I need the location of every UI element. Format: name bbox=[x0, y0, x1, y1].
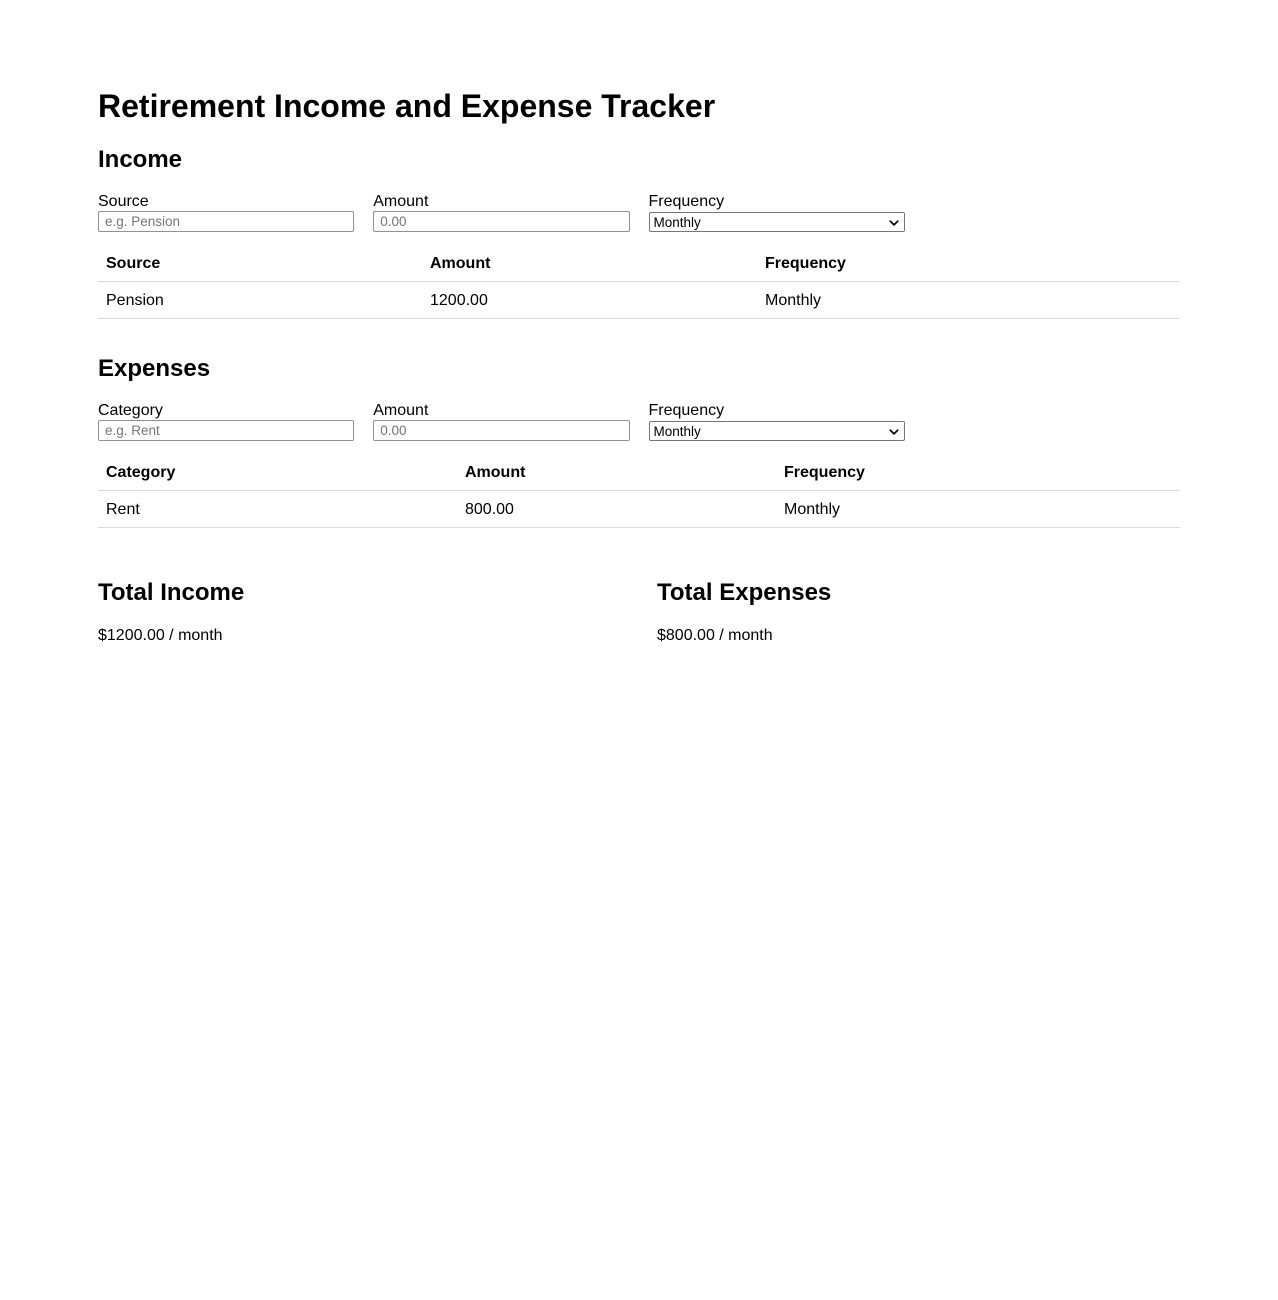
expense-row-frequency: Monthly bbox=[776, 491, 1180, 528]
total-expenses-block bbox=[657, 579, 1180, 645]
income-amount-input[interactable] bbox=[373, 211, 629, 232]
expenses-table-header-row bbox=[98, 458, 1180, 491]
expense-amount-input[interactable] bbox=[373, 420, 629, 441]
income-table-header-row bbox=[98, 249, 1180, 282]
income-table bbox=[98, 249, 1180, 319]
income-amount-label: Amount bbox=[373, 193, 429, 210]
expense-frequency-field bbox=[649, 401, 905, 441]
total-income-block bbox=[98, 579, 621, 645]
total-income-value: $1200.00 / month bbox=[98, 627, 223, 644]
income-source-field bbox=[98, 192, 354, 232]
income-table-header-frequency: Frequency bbox=[757, 249, 1180, 282]
expense-frequency-select-wrap bbox=[649, 420, 905, 441]
income-table-row bbox=[98, 282, 1180, 319]
expense-category-input[interactable] bbox=[98, 420, 354, 441]
income-frequency-select[interactable] bbox=[649, 212, 905, 232]
expenses-table bbox=[98, 458, 1180, 528]
expense-row-category: Rent bbox=[98, 491, 457, 528]
expense-row-amount: 800.00 bbox=[457, 491, 776, 528]
income-table-header-source: Source bbox=[98, 249, 422, 282]
expense-category-field bbox=[98, 401, 354, 441]
total-expenses-value: $800.00 / month bbox=[657, 627, 773, 644]
income-row-amount: 1200.00 bbox=[422, 282, 757, 319]
income-source-input[interactable] bbox=[98, 211, 354, 232]
income-section bbox=[98, 146, 1180, 319]
page-title: Retirement Income and Expense Tracker bbox=[98, 88, 716, 124]
expense-frequency-label: Frequency bbox=[648, 402, 725, 419]
total-income-heading: Total Income bbox=[98, 579, 245, 606]
income-row-source: Pension bbox=[98, 282, 422, 319]
expense-amount-label: Amount bbox=[373, 402, 429, 419]
income-amount-field bbox=[373, 192, 629, 232]
expenses-table-header-category: Category bbox=[98, 458, 457, 491]
expenses-table-header-frequency: Frequency bbox=[776, 458, 1180, 491]
totals-section bbox=[98, 579, 1180, 645]
expense-amount-field bbox=[373, 401, 629, 441]
expenses-table-header-amount: Amount bbox=[457, 458, 776, 491]
income-frequency-label: Frequency bbox=[648, 193, 725, 210]
income-heading: Income bbox=[98, 146, 183, 173]
expense-frequency-select[interactable] bbox=[649, 421, 905, 441]
income-frequency-select-wrap bbox=[649, 211, 905, 232]
income-source-label: Source bbox=[98, 193, 149, 210]
income-table-header-amount: Amount bbox=[422, 249, 757, 282]
expense-category-label: Category bbox=[98, 402, 163, 419]
expenses-table-row bbox=[98, 491, 1180, 528]
income-frequency-field bbox=[649, 192, 905, 232]
expenses-form-row bbox=[98, 401, 1180, 441]
income-row-frequency: Monthly bbox=[757, 282, 1180, 319]
income-form-row bbox=[98, 192, 1180, 232]
expenses-section bbox=[98, 355, 1180, 528]
expenses-heading: Expenses bbox=[98, 355, 211, 382]
total-expenses-heading: Total Expenses bbox=[657, 579, 832, 606]
